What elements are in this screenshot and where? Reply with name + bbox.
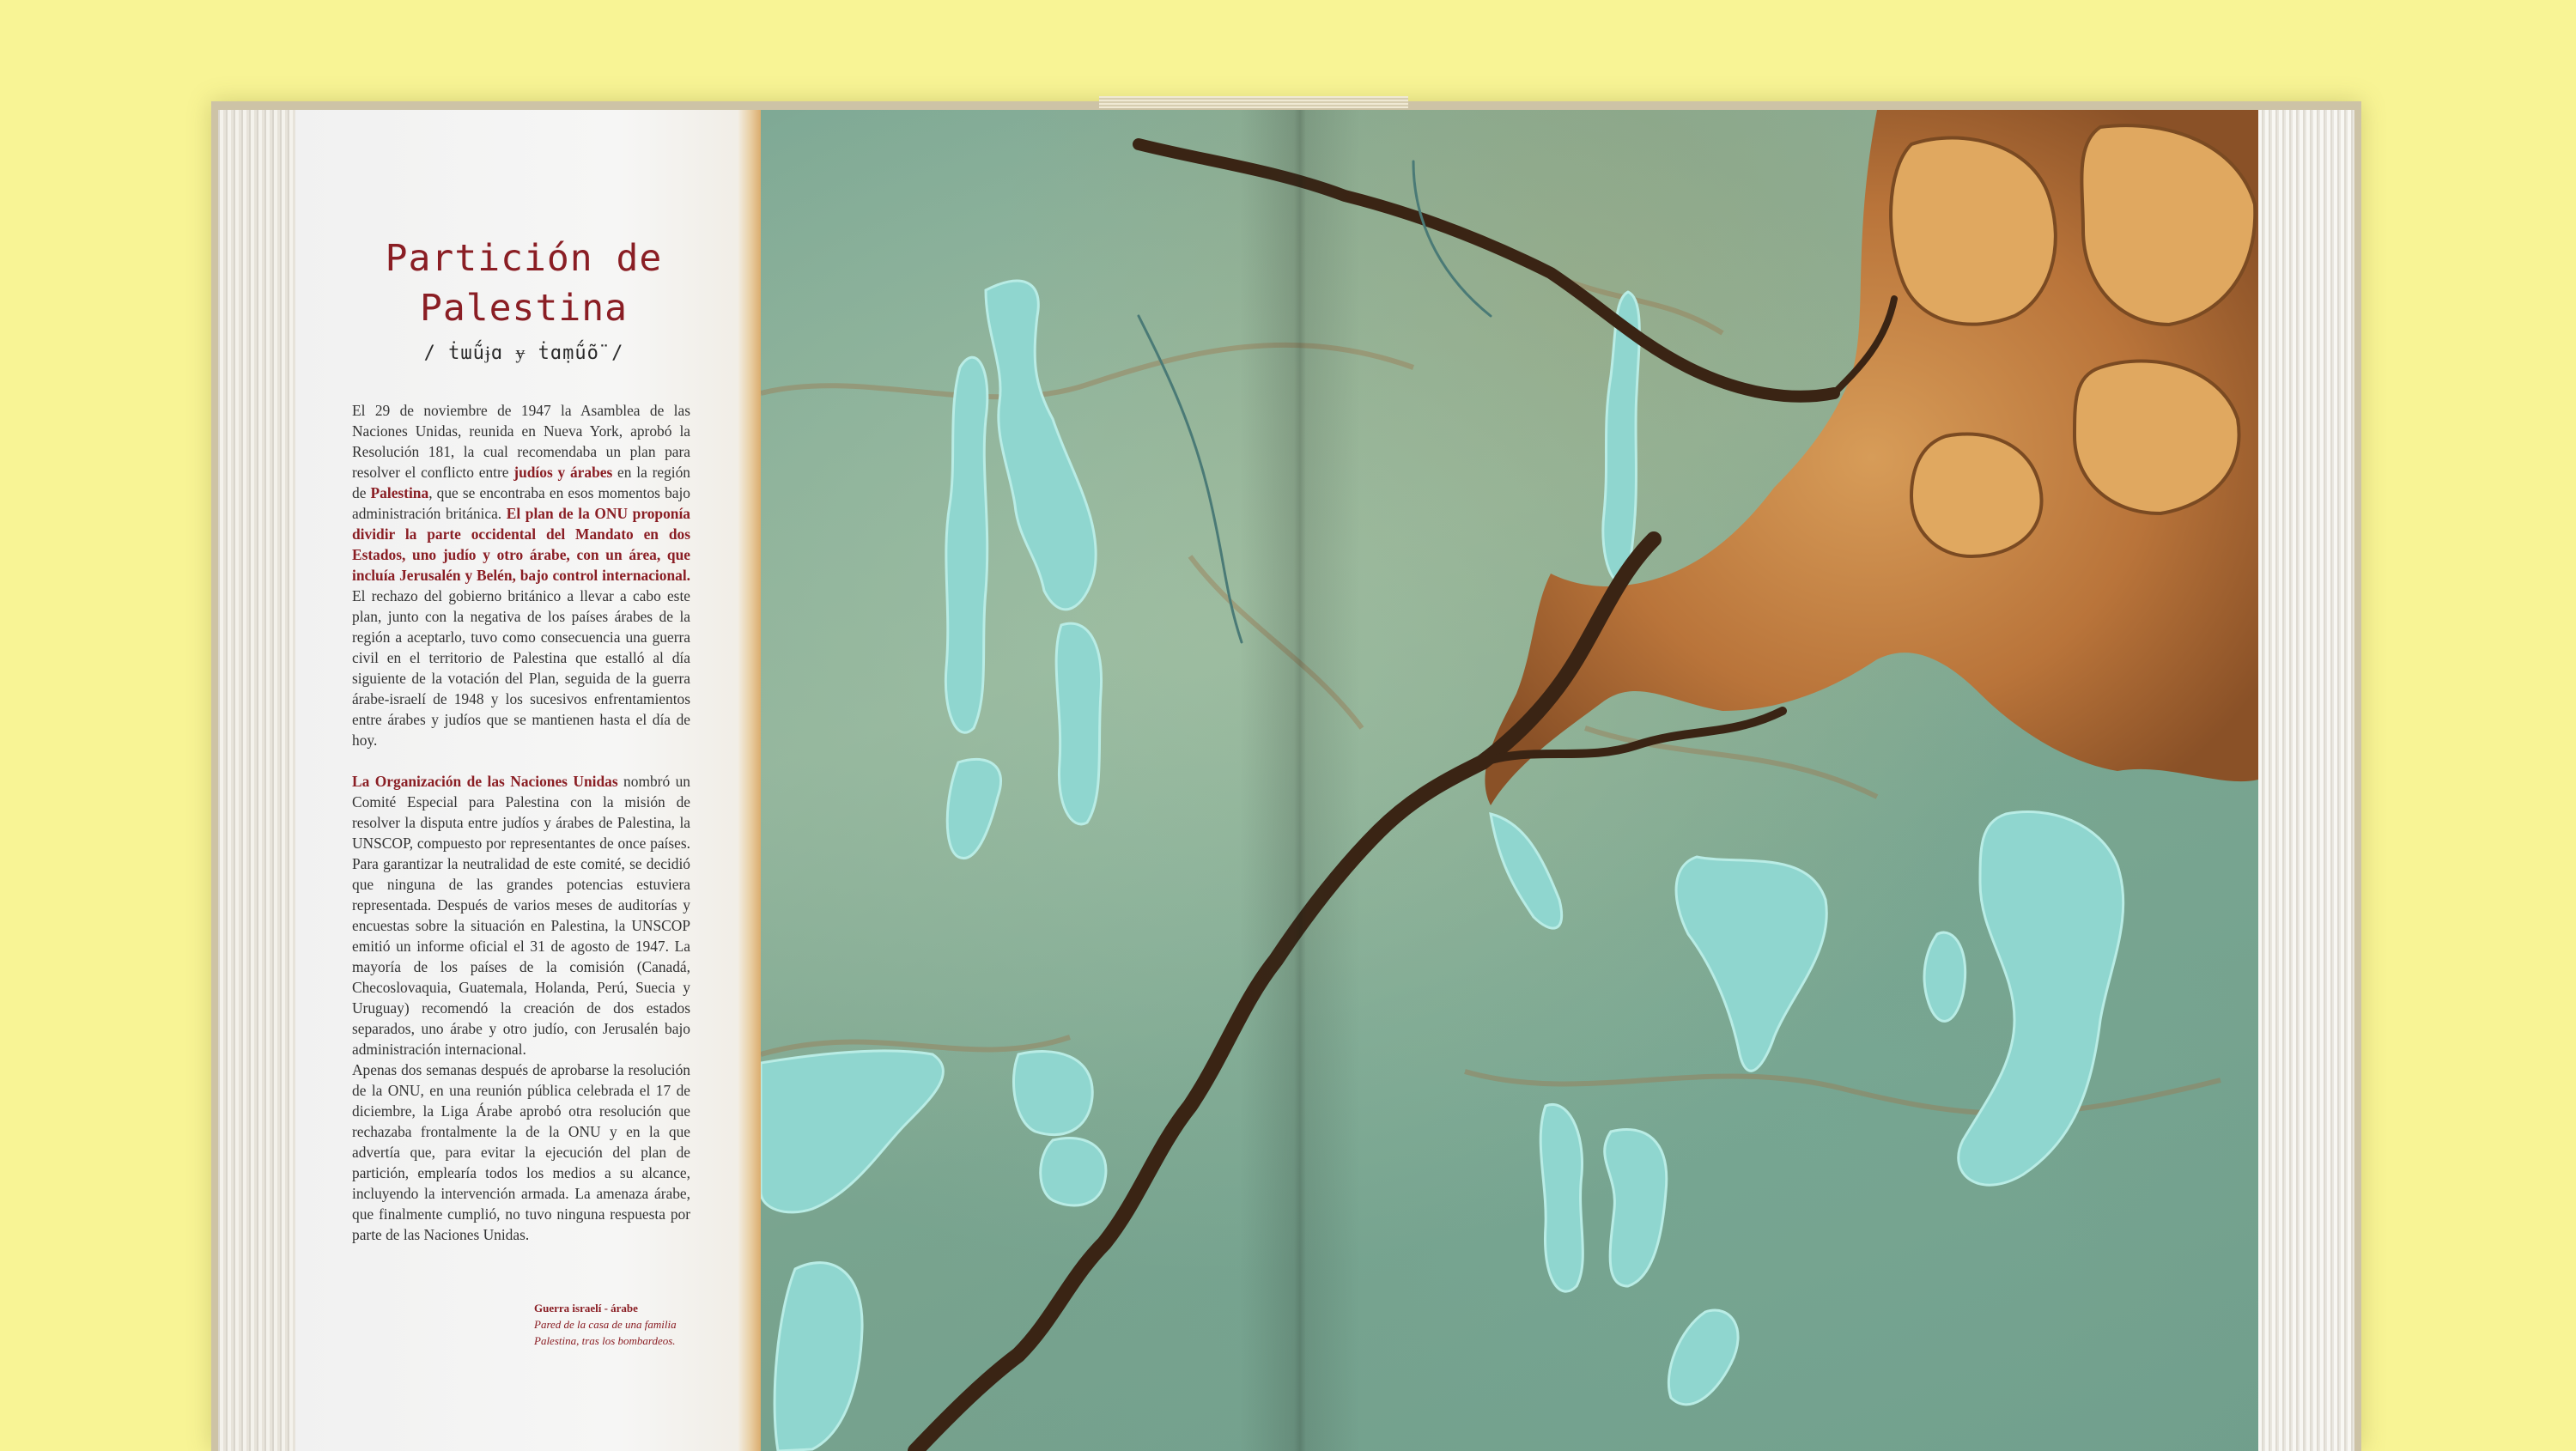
paragraph-3: [352, 1059, 690, 1245]
p1-highlight-palestina: Palestina: [370, 484, 429, 501]
right-page-stack: [2257, 110, 2354, 1451]
article-body: [352, 400, 690, 1245]
p3-text-1: Apenas dos semanas después de aprobarse la resolución de la ONU, en una reunión pública celebrada el 17 de diciembre, la Liga Árabe aprobó otra resolución que rechazaba frontalmente la de la ONU y en la que advertía que, para evitar la ejecución del plan de partición, emplearía todos los medios a su alcance, incluyendo la intervención armada. La amenaza árabe, que finalmente cumplió, no tuvo ninguna respuesta por parte de las Naciones Unidas.: [352, 1061, 690, 1243]
book-top-edge: [1099, 96, 1408, 108]
p1-highlight-judios-arabes: judíos y árabes: [513, 464, 613, 481]
title-line-1: Partición de: [385, 237, 663, 280]
caption-text: Pared de la casa de una familia Palestina, tras los bombardeos.: [534, 1318, 677, 1347]
wall-texture: [761, 110, 2258, 1451]
page-title: [318, 234, 730, 333]
left-page-stack: [218, 110, 297, 1451]
cracked-wall-illustration: [761, 110, 2258, 1451]
p1-text-4: El rechazo del gobierno británico a llevar a cabo este plan, junto con la negativa de los países árabes de la región a aceptarlo, tuvo como consecuencia una guerra civil en el territorio de Palestina que estalló al día siguiente de la votación del Plan, seguida de la guerra árabe-israelí de 1948 y los sucesivos enfrentamientos entre árabes y judíos que se mantienen hasta el día de hoy.: [352, 587, 690, 749]
p1-highlight-plan-onu: El plan de la ONU proponía dividir la parte occidental del Mandato en dos Estados, uno judío y otro árabe, con un área, que incluía Jerusalén y Belén, bajo control internacional.: [352, 505, 690, 584]
p2-text-1: nombró un Comité Especial para Palestina con la misión de resolver la disputa entre judíos y árabes de Palestina, la UNSCOP, compuesto por representantes de once países. Para garantizar la neutralidad de este comité, se decidió que ninguna de las grandes potencias estuviera representada. Después de varios meses de auditorías y encuestas sobre la situación en Palestina, la UNSCOP emitió un informe oficial el 31 de agosto de 1947. La mayoría de los países de la comisión (Canadá, Checoslovaquia, Guatemala, Holanda, Perú, Suecia y Uruguay) recomendó la creación de dos estados separados, uno árabe y otro judío, con Jerusalén bajo administración internacional.: [352, 773, 690, 1058]
image-caption: [534, 1300, 706, 1349]
phonetic-subtitle: / ṫɯṹɉɑ ɏ ṫɑṃṹṏ /: [423, 343, 624, 364]
paragraph-1: [352, 400, 690, 750]
p1-text-1: El 29 de noviembre de 1947 la Asamblea de las Naciones Unidas, reunida en Nueva York, aprobó la Resolución 181, la cual recomendaba un plan para resolver el conflicto entre: [352, 402, 690, 481]
p2-highlight-onu: La Organización de las Naciones Unidas: [352, 773, 618, 790]
caption-title: Guerra israelí - árabe: [534, 1302, 638, 1314]
title-line-2: Palestina: [420, 287, 628, 330]
p1-text-3: , que se encontraba en esos momentos bajo administración británica.: [352, 484, 691, 522]
book-spine-shadow: [1240, 110, 1360, 1451]
p1-text-2: en la región de: [352, 464, 690, 501]
paragraph-2: [352, 771, 690, 1059]
